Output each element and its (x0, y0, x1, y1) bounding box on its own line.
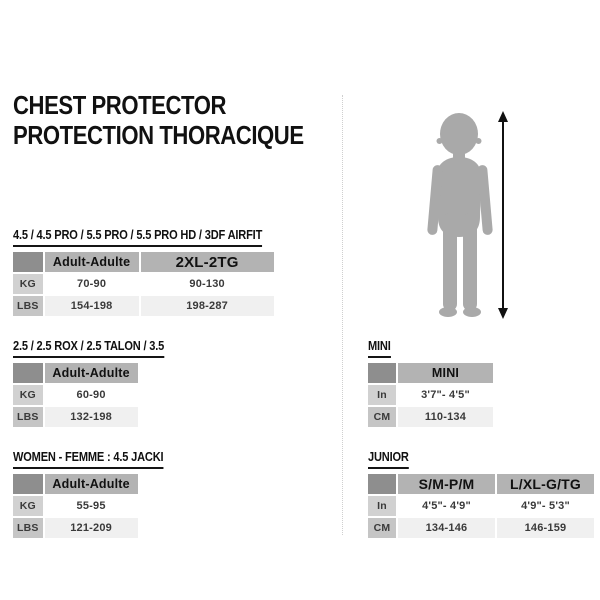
page-title-line1: CHEST PROTECTOR (13, 90, 227, 120)
table-row (368, 518, 594, 538)
value-cell: 90-130 (141, 274, 274, 294)
page-title (13, 90, 304, 150)
section-adult-chest-protectors (13, 226, 306, 318)
value-cell: 154-198 (45, 296, 139, 316)
section-adult-25-35 (13, 337, 191, 429)
table-row (368, 385, 493, 405)
size-table-women (13, 472, 190, 540)
value-cell: 55-95 (45, 496, 138, 516)
row-label-cell: KG (13, 496, 43, 516)
size-table-junior (368, 472, 596, 540)
value-cell: 121-209 (45, 518, 138, 538)
section-heading: 2.5 / 2.5 ROX / 2.5 TALON / 3.5 (13, 339, 164, 358)
value-cell: 146-159 (497, 518, 594, 538)
section-women (13, 448, 190, 540)
table-corner-cell (13, 363, 43, 383)
column-header-cell: MINI (398, 363, 493, 383)
size-table (11, 472, 140, 540)
section-mini (368, 337, 495, 429)
column-header-cell: Adult-Adulte (45, 474, 138, 494)
size-table (366, 361, 495, 429)
row-label-cell: CM (368, 518, 396, 538)
table-header-row (13, 474, 138, 494)
child-silhouette-image (427, 113, 493, 317)
value-cell: 70-90 (45, 274, 139, 294)
value-cell: 60-90 (45, 385, 138, 405)
table-corner-cell (368, 363, 396, 383)
row-label-cell: KG (13, 274, 43, 294)
row-label-cell: In (368, 496, 396, 516)
table-header-row (368, 363, 493, 383)
value-cell: 198-287 (141, 296, 274, 316)
section-heading: 4.5 / 4.5 PRO / 5.5 PRO / 5.5 PRO HD / 3DF AIRFIT (13, 228, 262, 247)
value-cell: 3'7"- 4'5" (398, 385, 493, 405)
table-header-row (13, 252, 274, 272)
section-junior (368, 448, 596, 540)
size-table (11, 361, 140, 429)
row-label-cell: KG (13, 385, 43, 405)
row-label-cell: LBS (13, 407, 43, 427)
table-header-row (13, 363, 138, 383)
silhouette-ear-right (476, 138, 482, 144)
row-label-cell: LBS (13, 518, 43, 538)
column-header-cell: Adult-Adulte (45, 363, 138, 383)
size-table-25 (13, 361, 191, 429)
table-header-row (368, 474, 594, 494)
page-title-line2: PROTECTION THORACIQUE (13, 120, 304, 150)
value-cell: 110-134 (398, 407, 493, 427)
silhouette-leg-left (443, 213, 457, 311)
table-row (368, 496, 594, 516)
row-label-cell: LBS (13, 296, 43, 316)
size-table-adult (13, 250, 306, 318)
section-heading: MINI (368, 339, 391, 358)
row-label-cell: CM (368, 407, 396, 427)
table-row (13, 496, 138, 516)
height-measure-arrow-icon (496, 111, 510, 319)
size-table-mini (368, 361, 495, 429)
table-row (13, 518, 138, 538)
table-corner-cell (368, 474, 396, 494)
column-header-cell: 2XL-2TG (141, 252, 274, 272)
value-cell: 134-146 (398, 518, 495, 538)
silhouette-foot-right (463, 307, 481, 317)
table-corner-cell (13, 474, 43, 494)
column-header-cell: Adult-Adulte (45, 252, 139, 272)
column-header-cell: L/XL-G/TG (497, 474, 594, 494)
value-cell: 132-198 (45, 407, 138, 427)
section-heading: JUNIOR (368, 450, 409, 469)
table-row (13, 385, 138, 405)
column-divider (342, 95, 343, 535)
table-row (13, 407, 138, 427)
silhouette-leg-right (463, 213, 477, 311)
table-row (13, 274, 274, 294)
silhouette-ear-left (437, 138, 443, 144)
table-row (368, 407, 493, 427)
column-header-cell: S/M-P/M (398, 474, 495, 494)
table-corner-cell (13, 252, 43, 272)
size-table (11, 250, 276, 318)
value-cell: 4'5"- 4'9" (398, 496, 495, 516)
table-row (13, 296, 274, 316)
size-table (366, 472, 596, 540)
silhouette-foot-left (439, 307, 457, 317)
row-label-cell: In (368, 385, 396, 405)
section-heading: WOMEN - FEMME : 4.5 JACKI (13, 450, 163, 469)
value-cell: 4'9"- 5'3" (497, 496, 594, 516)
